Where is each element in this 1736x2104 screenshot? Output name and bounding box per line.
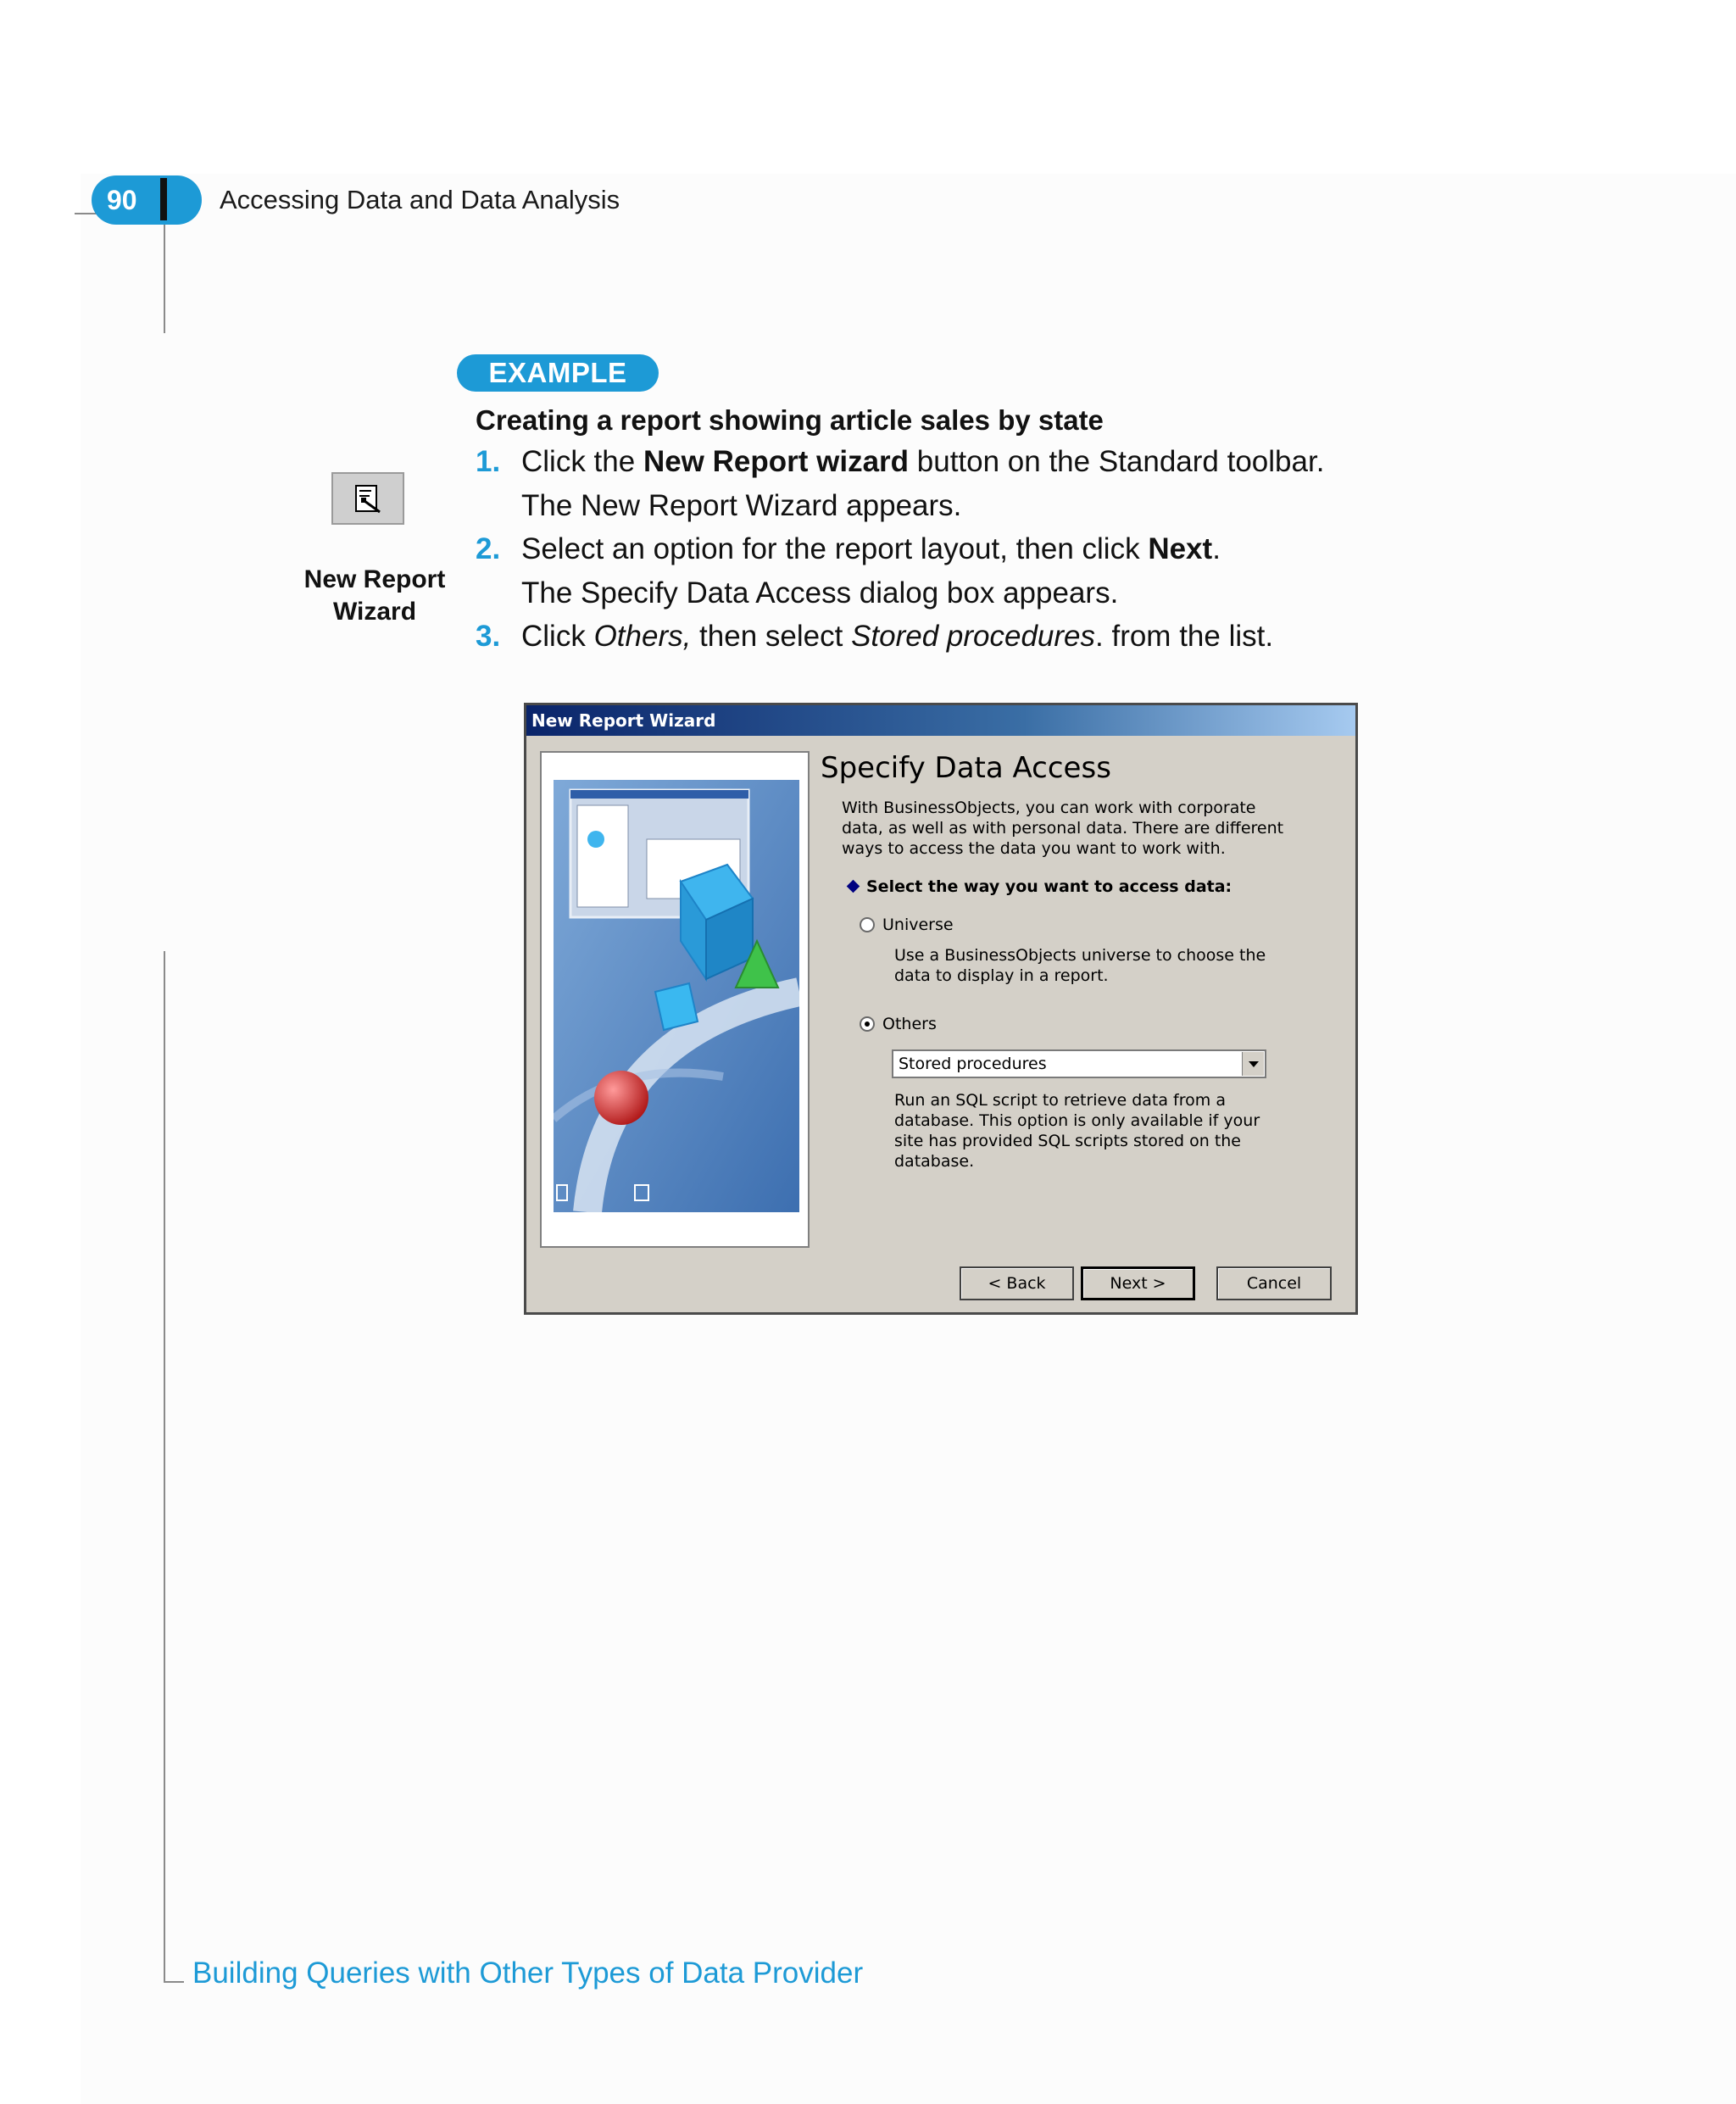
step-italic: Others, <box>593 620 692 653</box>
dialog-heading: Specify Data Access <box>821 751 1111 785</box>
step-emphasis: Next <box>1148 532 1213 565</box>
others-description: Run an SQL script to retrieve data from a database. This option is only available if your site has provided SQL scripts stored on the database. <box>894 1091 1260 1171</box>
margin-caption <box>298 564 451 628</box>
section-footer-title: Building Queries with Other Types of Data Provider <box>192 1956 864 1990</box>
new-report-wizard-dialog <box>524 703 1358 1315</box>
select-prompt-text: Select the way you want to access data: <box>866 877 1232 896</box>
step-3 <box>476 620 1273 654</box>
dialog-title: New Report Wizard <box>531 710 716 731</box>
universe-label[interactable]: Universe <box>882 916 954 934</box>
step-1-result: The New Report Wizard appears. <box>521 489 962 522</box>
step-text: Select an option for the report layout, then click <box>521 532 1149 565</box>
step-text: Click <box>521 620 594 653</box>
margin-caption-line2: Wizard <box>332 598 417 626</box>
example-title: Creating a report showing article sales by state <box>476 404 1104 436</box>
running-title: Accessing Data and Data Analysis <box>220 185 620 214</box>
others-label[interactable]: Others <box>882 1015 937 1033</box>
dialog-titlebar[interactable] <box>526 705 1355 736</box>
step-text: button on the Standard toolbar. <box>909 445 1325 478</box>
next-button[interactable]: Next > <box>1081 1266 1195 1300</box>
others-radio[interactable] <box>860 1016 875 1032</box>
step-text: . <box>1212 532 1221 565</box>
universe-description: Use a BusinessObjects universe to choose the data to display in a report. <box>894 946 1266 985</box>
step-text: Click the <box>521 445 643 478</box>
universe-radio[interactable] <box>860 917 875 932</box>
margin-caption-line1: New Report <box>303 565 446 593</box>
wizard-illustration-panel <box>540 751 810 1248</box>
step-1 <box>476 445 1324 479</box>
cancel-button[interactable]: Cancel <box>1216 1266 1332 1300</box>
data-source-select-value: Stored procedures <box>899 1055 1047 1073</box>
page-number-bar <box>160 178 167 220</box>
step-number: 2. <box>476 532 501 565</box>
step-text: . from the list. <box>1095 620 1274 653</box>
footer-rule <box>164 1981 184 1983</box>
example-badge: EXAMPLE <box>457 354 659 392</box>
new-report-wizard-icon <box>331 472 404 525</box>
back-button[interactable]: < Back <box>960 1266 1074 1300</box>
chevron-down-icon[interactable] <box>1242 1052 1264 1076</box>
diamond-bullet-icon <box>847 880 860 893</box>
step-number: 1. <box>476 445 501 478</box>
page-number: 90 <box>107 185 137 215</box>
step-number: 3. <box>476 620 501 653</box>
dialog-intro: With BusinessObjects, you can work with corporate data, as well as with personal data. There are different ways to access the data you want to work with. <box>842 799 1284 858</box>
step-italic: Stored procedures <box>851 620 1096 653</box>
step-emphasis: New Report wizard <box>643 445 910 478</box>
margin-rule-top <box>164 213 165 333</box>
step-2-result: The Specify Data Access dialog box appears. <box>521 576 1119 609</box>
data-source-select[interactable] <box>892 1049 1266 1078</box>
select-prompt <box>849 877 1232 896</box>
step-text: then select <box>691 620 852 653</box>
margin-rule-bottom <box>164 951 165 1982</box>
wizard-illustration <box>554 780 799 1212</box>
step-2 <box>476 532 1221 566</box>
